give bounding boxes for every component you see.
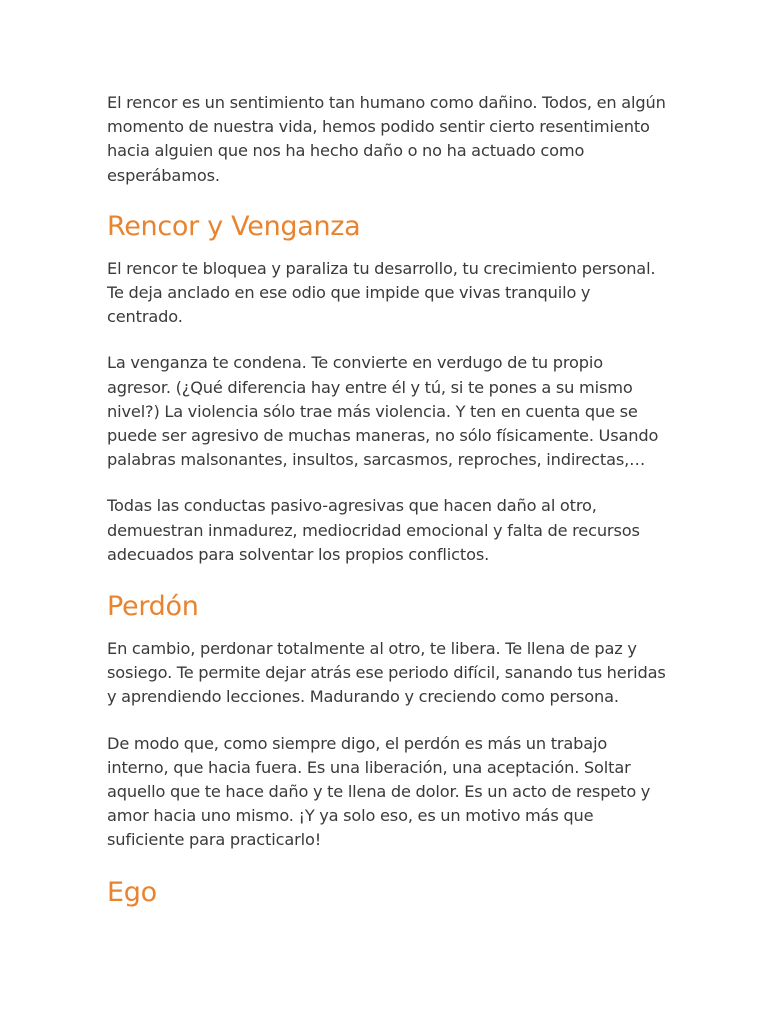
document-page <box>107 91 667 923</box>
paragraph: En cambio, perdonar totalmente al otro, te libera. Te llena de paz y sosiego. Te permite dejar atrás ese periodo difícil, sanando tus heridas y aprendiendo lecciones. Madurando y creciendo como persona. <box>107 639 666 707</box>
intro-paragraph: El rencor es un sentimiento tan humano como dañino. Todos, en algún momento de nuestra vida, hemos podido sentir cierto resentimiento hacia alguien que nos ha hecho daño o no ha actuado como esperábamos. <box>107 93 666 185</box>
paragraph: Todas las conductas pasivo-agresivas que hacen daño al otro, demuestran inmadurez, mediocridad emocional y falta de recursos adecuados para solventar los propios conflictos. <box>107 496 640 564</box>
section-heading-ego: Ego <box>107 876 157 908</box>
paragraph: De modo que, como siempre digo, el perdón es más un trabajo interno, que hacia fuera. Es una liberación, una aceptación. Soltar aquello que te hace daño y te llena de dolor. Es un acto de respeto y amor hacia uno mismo. ¡Y ya solo eso, es un motivo más que suficiente para practicarlo! <box>107 733 651 850</box>
section-heading-rencor-venganza: Rencor y Venganza <box>107 210 361 242</box>
paragraph: El rencor te bloquea y paraliza tu desarrollo, tu crecimiento personal. Te deja anclado en ese odio que impide que vivas tranquilo y centrado. <box>107 258 656 327</box>
paragraph: La venganza te condena. Te convierte en verdugo de tu propio agresor. (¿Qué diferencia hay entre él y tú, si te pones a su mismo nivel?) La violencia sólo trae más violencia. Y ten en cuenta que se puede ser agresivo de muchas maneras, no sólo físicamente. Usando palabras malsonantes, insultos, sarcasmos, reproches, indirectas,… <box>107 353 659 470</box>
section-heading-perdon: Perdón <box>107 591 199 623</box>
